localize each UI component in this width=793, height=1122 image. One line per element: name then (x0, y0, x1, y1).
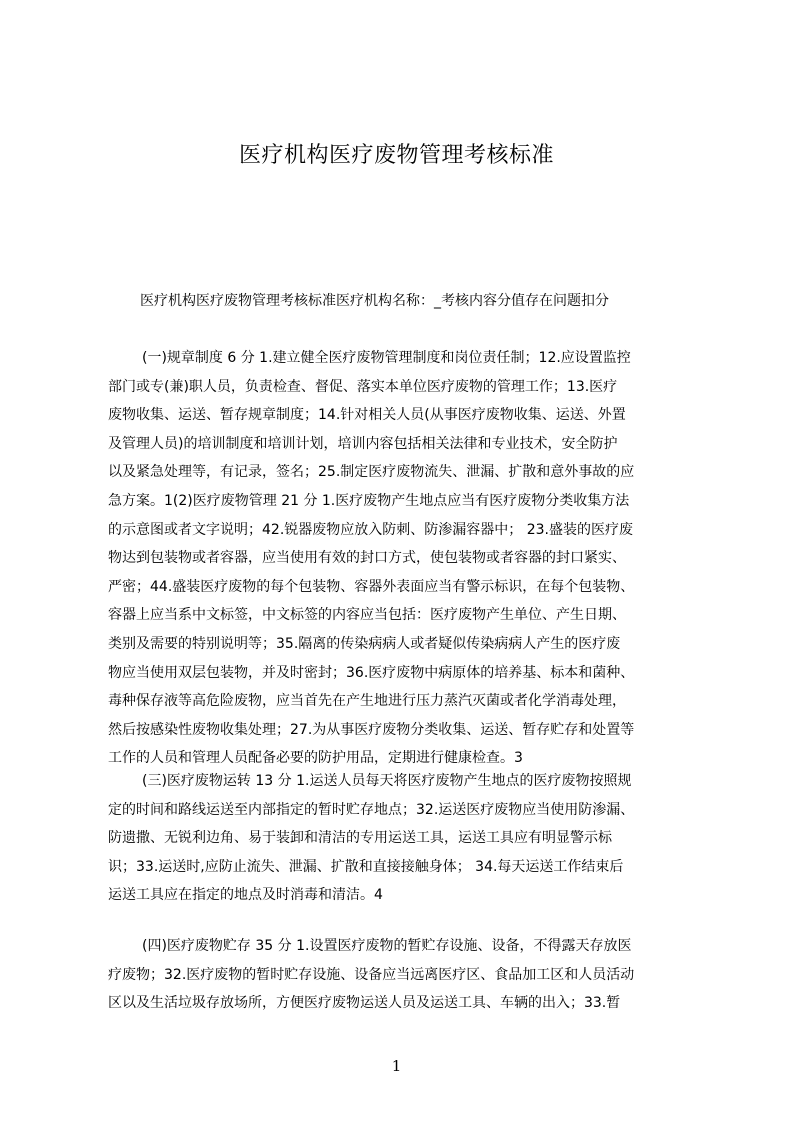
text-line: (四)医疗废物贮存 35 分 1.设置医疗废物的暂贮存设施、设备，不得露天存放医 (142, 938, 632, 954)
text-line: 类别及需要的特别说明等；35.隔离的传染病病人或者疑似传染病病人产生的医疗废 (108, 635, 621, 652)
text-line: 部门或专(兼)职人员，负责检查、督促、落实本单位医疗废物的管理工作；13.医疗 (108, 378, 618, 395)
text-line: 工作的人员和管理人员配备必要的防护用品，定期进行健康检查。3 (108, 750, 523, 767)
text-line: 区以及生活垃圾存放场所，方便医疗废物运送人员及运送工具、车辆的出入；33.暂 (108, 995, 621, 1012)
text-line: 及管理人员)的培训制度和培训计划，培训内容包括相关法律和专业技术，安全防护 (108, 435, 618, 452)
text-line: 识；33.运送时,应防止流失、泄漏、扩散和直接接触身体； 34.每天运送工作结束后 (108, 858, 624, 875)
section-rules-and-management (108, 344, 698, 773)
page-number: 1 (391, 1057, 402, 1075)
text-line: 以及紧急处理等，有记录，签名；25.制定医疗废物流失、泄漏、扩散和意外事故的应 (108, 464, 635, 481)
text-line: 防遗撒、无锐利边角、易于装卸和清洁的专用运送工具，运送工具应有明显警示标 (108, 830, 612, 847)
text-line: 毒种保存液等高危险废物，应当首先在产生地进行压力蒸汽灭菌或者化学消毒处理， (108, 693, 626, 710)
text-line: 物应当使用双层包装物，并及时密封；36.医疗废物中病原体的培养基、标本和菌种、 (108, 664, 635, 681)
text-line: 物达到包装物或者容器，应当使用有效的封口方式，使包装物或者容器的封口紧实、 (108, 550, 626, 567)
section-waste-storage (108, 932, 698, 1018)
section-waste-transport (108, 767, 698, 910)
text-line: 疗废物；32.医疗废物的暂时贮存设施、设备应当远离医疗区、食品加工区和人员活动 (108, 966, 635, 983)
text-line: 急方案。1(2)医疗废物管理 21 分 1.医疗废物产生地点应当有医疗废物分类收集方法 (108, 492, 630, 509)
text-line: (一)规章制度 6 分 1.建立健全医疗废物管理制度和岗位责任制；12.应设置监控 (142, 350, 631, 366)
document-title: 医疗机构医疗废物管理考核标准 (238, 143, 554, 168)
text-line: (三)医疗废物运转 13 分 1.运送人员每天将医疗废物产生地点的医疗废物按照规 (142, 773, 632, 789)
text-line: 的示意图或者文字说明；42.锐器废物应放入防刺、防渗漏容器中； 23.盛装的医疗废 (108, 521, 633, 538)
text-line: 容器上应当系中文标签，中文标签的内容应当包括：医疗废物产生单位、产生日期、 (108, 607, 626, 624)
text-line: 废物收集、运送、暂存规章制度；14.针对相关人员(从事医疗废物收集、运送、外置 (108, 407, 626, 424)
text-line: 定的时间和路线运送至内部指定的暂时贮存地点；32.运送医疗废物应当使用防渗漏、 (108, 801, 635, 818)
text-line: 严密；44.盛装医疗废物的每个包装物、容器外表面应当有警示标识，在每个包装物、 (108, 578, 635, 595)
text-line: 然后按感染性废物收集处理；27.为从事医疗废物分类收集、运送、暂存贮存和处置等 (108, 721, 635, 738)
document-subtitle: 医疗机构医疗废物管理考核标准医疗机构名称：_考核内容分值存在问题扣分 (140, 293, 609, 309)
text-line: 运送工具应在指定的地点及时消毒和清洁。4 (108, 887, 383, 904)
